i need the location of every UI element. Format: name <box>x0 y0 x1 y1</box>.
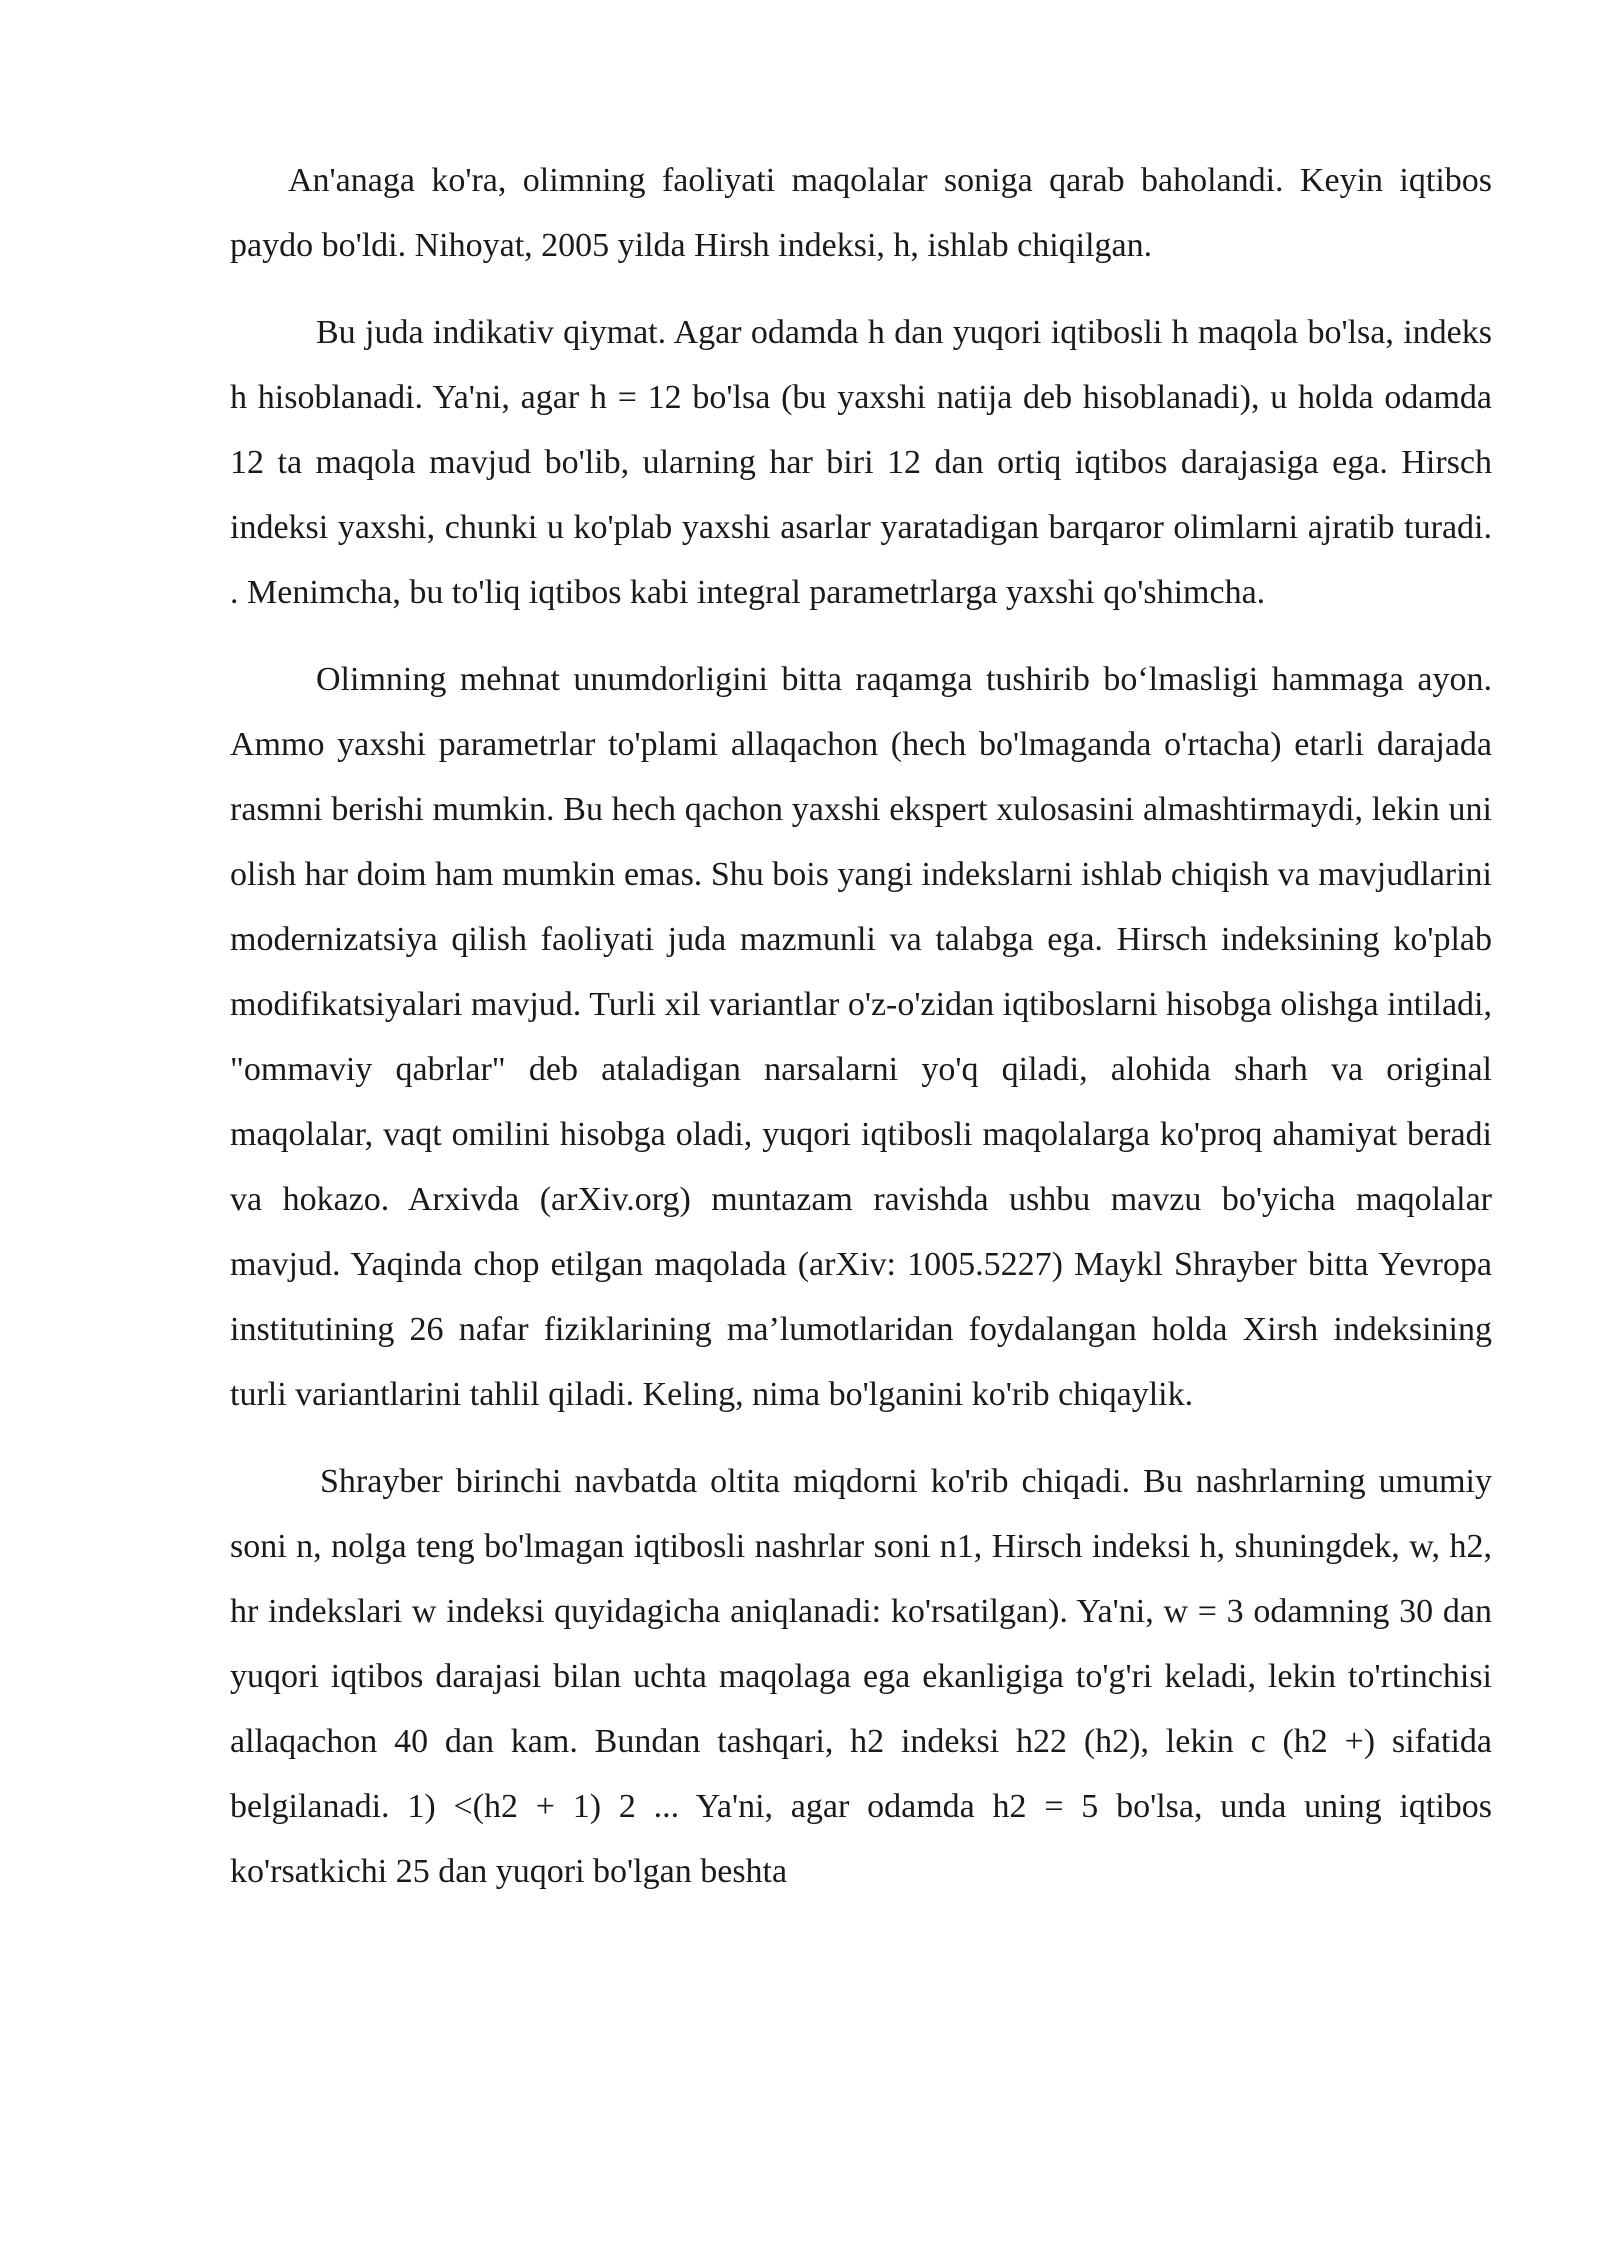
paragraph-2: Bu juda indikativ qiymat. Agar odamda h dan yuqori iqtibosli h maqola bo'lsa, indeks h hisoblanadi. Ya'ni, agar h = 12 bo'lsa (bu yaxshi natija deb hisoblanadi), u holda odamda 12 ta maqola mavjud bo'lib, ularning har biri 12 dan ortiq iqtibos darajasiga ega. Hirsch indeksi yaxshi, chunki u ko'plab yaxshi asarlar yaratadigan barqaror olimlarni ajratib turadi. . Menimcha, bu to'liq iqtibos kabi integral parametrlarga yaxshi qo'shimcha. <box>230 314 1492 611</box>
paragraph-3: Olimning mehnat unumdorligini bitta raqamga tushirib bo‘lmasligi hammaga ayon. Ammo yaxshi parametrlar to'plami allaqachon (hech bo'lmaganda o'rtacha) etarli darajada rasmni berishi mumkin. Bu hech qachon yaxshi ekspert xulosasini almashtirmaydi, lekin uni olish har doim ham mumkin emas. Shu bois yangi indekslarni ishlab chiqish va mavjudlarini modernizatsiya qilish faoliyati juda mazmunli va talabga ega. Hirsch indeksining ko'plab modifikatsiyalari mavjud. Turli xil variantlar o'z-o'zidan iqtiboslarni hisobga olishga intiladi, "ommaviy qabrlar" deb ataladigan narsalarni yo'q qiladi, alohida sharh va original maqolalar, vaqt omilini hisobga oladi, yuqori iqtibosli maqolalarga ko'proq ahamiyat beradi va hokazo. Arxivda (arXiv.org) muntazam ravishda ushbu mavzu bo'yicha maqolalar mavjud. Yaqinda chop etilgan maqolada (arXiv: 1005.5227) Maykl Shrayber bitta Yevropa institutining 26 nafar fiziklarining ma’lumotlaridan foydalangan holda Xirsh indeksining turli variantlarini tahlil qiladi. Keling, nima bo'lganini ko'rib chiqaylik. <box>230 661 1492 1413</box>
paragraph-4: Shrayber birinchi navbatda oltita miqdorni ko'rib chiqadi. Bu nashrlarning umumiy soni n, nolga teng bo'lmagan iqtibosli nashrlar soni n1, Hirsch indeksi h, shuningdek, w, h2, hr indekslari w indeksi quyidagicha aniqlanadi: ko'rsatilgan). Ya'ni, w = 3 odamning 30 dan yuqori iqtibos darajasi bilan uchta maqolaga ega ekanligiga to'g'ri keladi, lekin to'rtinchisi allaqachon 40 dan kam. Bundan tashqari, h2 indeksi h22 (h2), lekin c (h2 +) sifatida belgilanadi. 1) <(h2 + 1) 2 ... Ya'ni, agar odamda h2 = 5 bo'lsa, unda uning iqtibos ko'rsatkichi 25 dan yuqori bo'lgan beshta <box>230 1463 1492 1890</box>
paragraph-1: An'anaga ko'ra, olimning faoliyati maqolalar soniga qarab baholandi. Keyin iqtibos paydo bo'ldi. Nihoyat, 2005 yilda Hirsh indeksi, h, ishlab chiqilgan. <box>230 162 1492 264</box>
document-body <box>230 148 1492 1926</box>
